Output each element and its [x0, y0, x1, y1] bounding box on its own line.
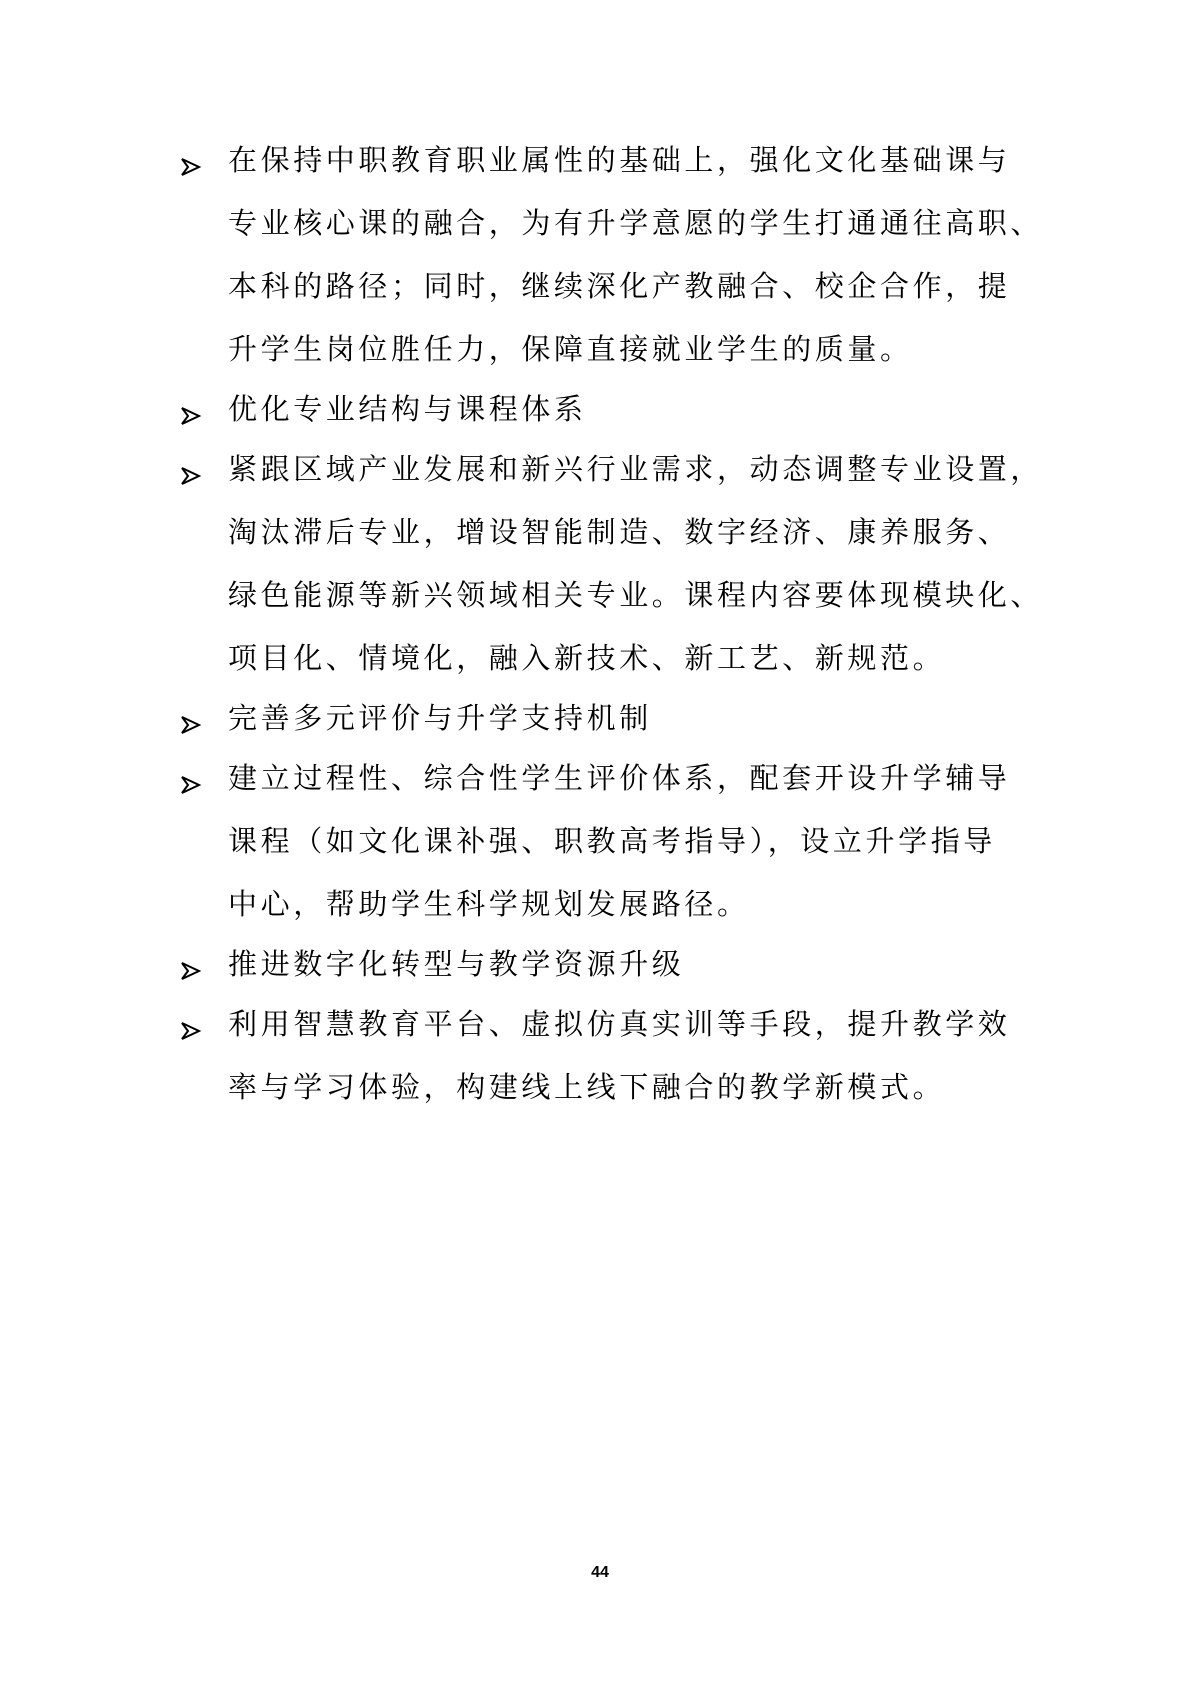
page-number: 44	[591, 1564, 609, 1581]
text-line: 建立过程性、综合性学生评价体系，配套开设升学辅导	[228, 761, 1011, 795]
bullet-text	[228, 387, 1060, 432]
bullet-item	[180, 942, 1060, 987]
bullet-item	[180, 138, 1060, 372]
text-line: 完善多元评价与升学支持机制	[228, 701, 652, 735]
text-line: 淘汰滞后专业，增设智能制造、数字经济、康养服务、	[228, 515, 1011, 549]
bullet-text	[228, 756, 1060, 927]
text-line: 专业核心课的融合，为有升学意愿的学生打通通往高职、	[228, 206, 1044, 240]
arrow-bullet-icon	[180, 138, 228, 183]
arrow-bullet-icon	[180, 756, 228, 801]
text-line: 升学生岗位胜任力，保障直接就业学生的质量。	[228, 332, 913, 366]
text-line: 本科的路径；同时，继续深化产教融合、校企合作，提	[228, 269, 1011, 303]
text-line: 利用智慧教育平台、虚拟仿真实训等手段，提升教学效	[228, 1007, 1011, 1041]
arrow-bullet-icon	[180, 387, 228, 432]
text-line: 优化专业结构与课程体系	[228, 392, 587, 426]
text-line: 课程（如文化课补强、职教高考指导），设立升学指导	[228, 824, 996, 858]
text-line: 率与学习体验，构建线上线下融合的教学新模式。	[228, 1070, 946, 1104]
bullet-text	[228, 138, 1060, 372]
text-line: 绿色能源等新兴领域相关专业。课程内容要体现模块化、	[228, 578, 1044, 612]
bullet-item	[180, 756, 1060, 927]
arrow-bullet-icon	[180, 1002, 228, 1047]
document-body	[180, 138, 1060, 1125]
bullet-text	[228, 1002, 1060, 1110]
arrow-bullet-icon	[180, 942, 228, 987]
text-line: 项目化、情境化，融入新技术、新工艺、新规范。	[228, 641, 946, 675]
text-line: 推进数字化转型与教学资源升级	[228, 947, 685, 981]
arrow-bullet-icon	[180, 696, 228, 741]
bullet-text	[228, 447, 1060, 681]
text-line: 在保持中职教育职业属性的基础上，强化文化基础课与	[228, 143, 1011, 177]
bullet-text	[228, 696, 1060, 741]
arrow-bullet-icon	[180, 447, 228, 492]
bullet-item	[180, 387, 1060, 432]
bullet-item	[180, 1002, 1060, 1110]
text-line: 中心，帮助学生科学规划发展路径。	[228, 887, 750, 921]
bullet-item	[180, 447, 1060, 681]
bullet-text	[228, 942, 1060, 987]
text-line: 紧跟区域产业发展和新兴行业需求，动态调整专业设置，	[228, 452, 1044, 486]
bullet-item	[180, 696, 1060, 741]
